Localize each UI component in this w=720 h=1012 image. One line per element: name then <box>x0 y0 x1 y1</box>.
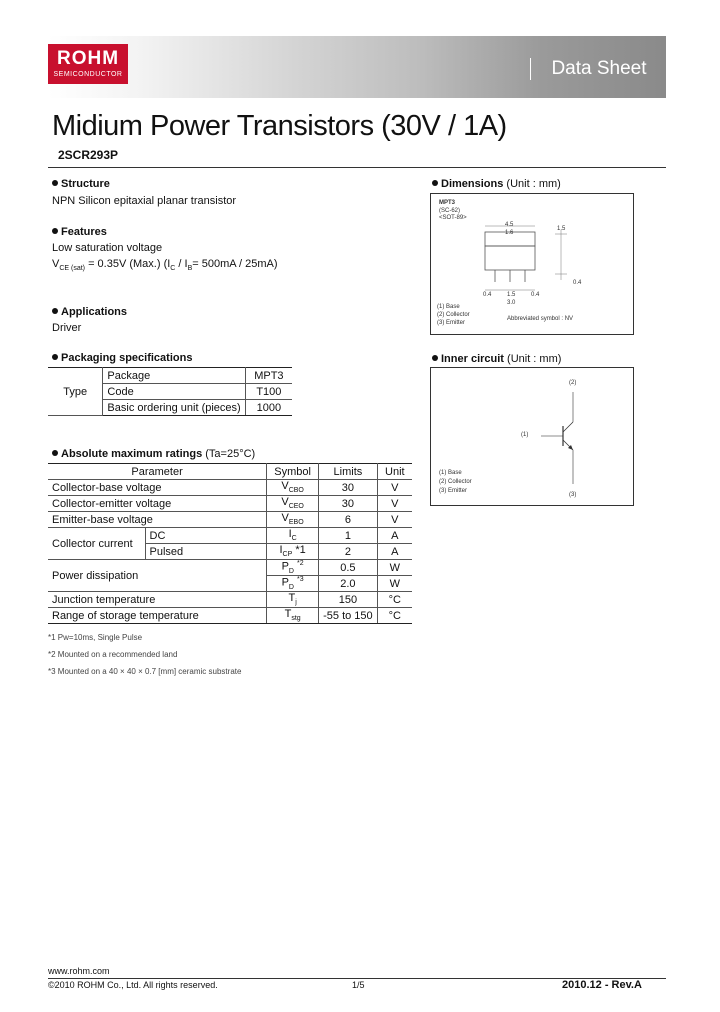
bullet-icon <box>52 354 58 360</box>
table-cell: $V_{CEO}$ <box>267 496 319 512</box>
pin-label: (2) <box>569 380 577 386</box>
dim-label: 3.0 <box>507 300 516 306</box>
table-cell: A <box>377 528 412 544</box>
table-header-row <box>48 464 412 480</box>
bullet-icon <box>52 308 58 314</box>
packaging-heading: Packaging specifications <box>52 352 192 364</box>
table-cell: $I_C$ <box>267 528 319 544</box>
table-cell: W <box>377 560 412 576</box>
footnote-1: *1 Pw=10ms, Single Pulse <box>48 633 143 642</box>
table-row <box>48 592 412 608</box>
table-cell: W <box>377 576 412 592</box>
features-line2: $V_{CE (sat)} = 0.35V$ (Max.) $(I_C / I_B= 500mA / 25mA)$ <box>52 258 278 273</box>
pkg-alt1: (SC-62) <box>439 208 461 214</box>
table-row <box>48 528 412 544</box>
table-cell: $P_D$ $^{*2}$ <box>267 560 319 576</box>
dim-label: 0.4 <box>573 280 582 286</box>
table-cell: V <box>377 480 412 496</box>
table-cell: 150 <box>319 592 378 608</box>
pin-label: (3) Emitter <box>439 488 468 494</box>
abbrev-symbol: Abbreviated symbol : NV <box>507 316 574 322</box>
table-cell: Pulsed <box>145 544 267 560</box>
table-cell: 0.5 <box>319 560 378 576</box>
table-cell: $T_j$ <box>267 592 319 608</box>
pin-label: (1) Base <box>439 470 462 476</box>
table-cell: V <box>377 496 412 512</box>
doc-type-label: Data Sheet <box>536 56 662 82</box>
abs-max-heading: Absolute maximum ratings (Ta=25°C) <box>52 448 255 460</box>
table-cell: A <box>377 544 412 560</box>
footnote-2: *2 Mounted on a recommended land <box>48 650 178 659</box>
table-cell: $V_{EBO}$ <box>267 512 319 528</box>
bullet-icon <box>52 450 58 456</box>
title-divider <box>48 167 666 168</box>
applications-text: Driver <box>52 322 82 334</box>
packaging-table <box>48 367 292 416</box>
part-number: 2SCR293P <box>58 148 119 162</box>
dimensions-box <box>430 193 634 335</box>
table-cell: °C <box>377 592 412 608</box>
pkg-alt2: <SOT-89> <box>439 215 467 221</box>
table-cell: $P_D$ $^{*3}$ <box>267 576 319 592</box>
table-cell: Package <box>103 368 245 384</box>
table-cell: $T_{stg}$ <box>267 608 319 624</box>
table-cell: Emitter-base voltage <box>48 512 267 528</box>
table-cell: Collector-emitter voltage <box>48 496 267 512</box>
features-line1: Low saturation voltage <box>52 242 163 254</box>
table-cell: $V_{CBO}$ <box>267 480 319 496</box>
table-cell: 6 <box>319 512 378 528</box>
table-cell: Range of storage temperature <box>48 608 267 624</box>
logo-sub: SEMICONDUCTOR <box>53 71 123 78</box>
table-cell: °C <box>377 608 412 624</box>
dim-label: 1.5 <box>507 292 516 298</box>
pin-label: (1) Base <box>437 304 460 310</box>
pin-label: (2) Collector <box>437 312 470 318</box>
header-cell: Symbol <box>267 464 319 480</box>
table-cell: 1000 <box>245 400 292 416</box>
dim-label: 4.5 <box>505 222 514 228</box>
revision: 2010.12 - Rev.A <box>562 979 642 991</box>
header-cell: Limits <box>319 464 378 480</box>
table-cell: 2 <box>319 544 378 560</box>
table-cell: 2.0 <box>319 576 378 592</box>
table-cell: Power dissipation <box>48 560 267 592</box>
table-cell: Collector current <box>48 528 145 560</box>
page-title: Midium Power Transistors (30V / 1A) <box>52 110 507 142</box>
table-cell: Collector-base voltage <box>48 480 267 496</box>
table-cell: 30 <box>319 496 378 512</box>
table-cell: 30 <box>319 480 378 496</box>
table-row <box>48 496 412 512</box>
table-cell: V <box>377 512 412 528</box>
footnote-3: *3 Mounted on a 40 × 40 × 0.7 [mm] ceramic substrate <box>48 667 242 676</box>
abs-max-table <box>48 463 412 624</box>
inner-circuit-heading: Inner circuit (Unit : mm) <box>432 353 561 365</box>
applications-heading: Applications <box>52 306 127 318</box>
pkg-name: MPT3 <box>439 200 456 206</box>
header-cell: Unit <box>377 464 412 480</box>
table-cell: DC <box>145 528 267 544</box>
footer-copyright: ©2010 ROHM Co., Ltd. All rights reserved. <box>48 980 218 990</box>
table-row <box>48 512 412 528</box>
footer-url[interactable]: www.rohm.com <box>48 966 110 976</box>
structure-text: NPN Silicon epitaxial planar transistor <box>52 195 237 207</box>
page-number: 1/5 <box>352 980 365 990</box>
table-cell: Basic ordering unit (pieces) <box>103 400 245 416</box>
pin-label: (3) Emitter <box>437 320 466 326</box>
dimensions-heading: Dimensions (Unit : mm) <box>432 178 561 190</box>
structure-heading: Structure <box>52 178 110 190</box>
table-cell: 1 <box>319 528 378 544</box>
table-cell: T100 <box>245 384 292 400</box>
inner-circuit-box <box>430 367 634 506</box>
table-row <box>48 608 412 624</box>
dim-label: 1.6 <box>505 230 514 236</box>
table-row <box>48 368 292 384</box>
pin-label: (2) Collector <box>439 479 472 485</box>
table-cell: MPT3 <box>245 368 292 384</box>
bullet-icon <box>432 180 438 186</box>
bullet-icon <box>52 180 58 186</box>
table-cell: -55 to 150 <box>319 608 378 624</box>
bullet-icon <box>432 355 438 361</box>
logo-brand: ROHM <box>56 48 120 69</box>
header-cell: Parameter <box>48 464 267 480</box>
table-cell: $I_{CP}$ *1 <box>267 544 319 560</box>
pin-label: (3) <box>569 492 577 498</box>
table-cell: Junction temperature <box>48 592 267 608</box>
dim-label: 1.5 <box>557 226 566 232</box>
rohm-logo <box>48 44 128 84</box>
pin-label: (1) <box>521 432 529 438</box>
transistor-symbol-icon <box>537 388 597 492</box>
type-cell: Type <box>48 368 103 416</box>
table-cell: Code <box>103 384 245 400</box>
table-row <box>48 480 412 496</box>
bullet-icon <box>52 228 58 234</box>
dim-label: 0.4 <box>483 292 492 298</box>
features-heading: Features <box>52 226 107 238</box>
table-row <box>48 560 412 576</box>
dim-label: 0.4 <box>531 292 540 298</box>
